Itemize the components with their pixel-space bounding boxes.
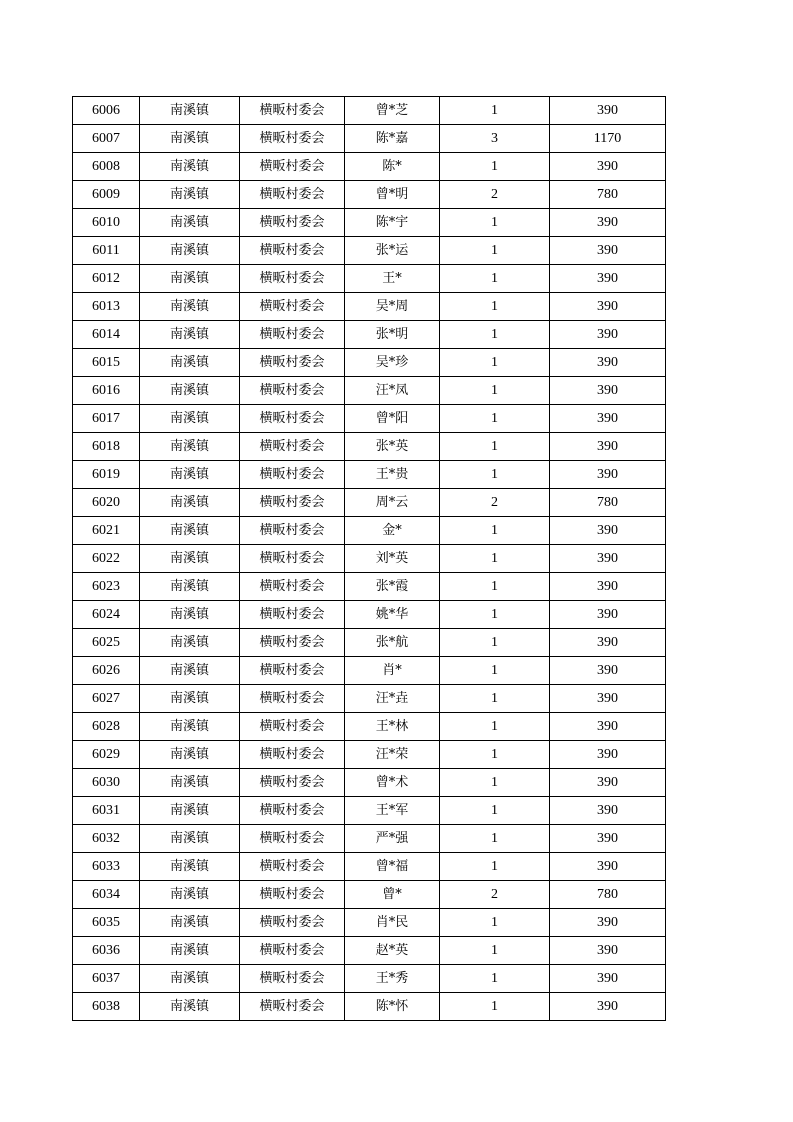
table-body (73, 97, 666, 1021)
name-cell: 赵*英 (345, 937, 440, 965)
village-committee-cell: 横畈村委会 (240, 489, 345, 517)
town-cell: 南溪镇 (140, 657, 240, 685)
name-cell: 金* (345, 517, 440, 545)
village-committee-cell: 横畈村委会 (240, 825, 345, 853)
village-committee-cell: 横畈村委会 (240, 433, 345, 461)
table-row (73, 125, 666, 153)
town-cell: 南溪镇 (140, 769, 240, 797)
village-committee-cell: 横畈村委会 (240, 125, 345, 153)
amount-cell: 390 (550, 517, 666, 545)
count-cell: 1 (440, 153, 550, 181)
name-cell: 曾*阳 (345, 405, 440, 433)
name-cell: 汪*凤 (345, 377, 440, 405)
serial-number-cell: 6021 (73, 517, 140, 545)
count-cell: 1 (440, 97, 550, 125)
count-cell: 1 (440, 209, 550, 237)
village-committee-cell: 横畈村委会 (240, 349, 345, 377)
serial-number-cell: 6036 (73, 937, 140, 965)
table-row (73, 265, 666, 293)
count-cell: 1 (440, 769, 550, 797)
table-row (73, 321, 666, 349)
name-cell: 汪*荣 (345, 741, 440, 769)
town-cell: 南溪镇 (140, 965, 240, 993)
table-row (73, 881, 666, 909)
village-committee-cell: 横畈村委会 (240, 405, 345, 433)
amount-cell: 780 (550, 181, 666, 209)
village-committee-cell: 横畈村委会 (240, 545, 345, 573)
table-row (73, 965, 666, 993)
count-cell: 1 (440, 349, 550, 377)
amount-cell: 390 (550, 769, 666, 797)
serial-number-cell: 6030 (73, 769, 140, 797)
count-cell: 1 (440, 797, 550, 825)
serial-number-cell: 6016 (73, 377, 140, 405)
village-committee-cell: 横畈村委会 (240, 97, 345, 125)
town-cell: 南溪镇 (140, 993, 240, 1021)
serial-number-cell: 6026 (73, 657, 140, 685)
serial-number-cell: 6007 (73, 125, 140, 153)
table-row (73, 937, 666, 965)
serial-number-cell: 6017 (73, 405, 140, 433)
serial-number-cell: 6027 (73, 685, 140, 713)
count-cell: 1 (440, 601, 550, 629)
town-cell: 南溪镇 (140, 97, 240, 125)
town-cell: 南溪镇 (140, 293, 240, 321)
table-row (73, 629, 666, 657)
name-cell: 吴*珍 (345, 349, 440, 377)
name-cell: 王* (345, 265, 440, 293)
amount-cell: 390 (550, 657, 666, 685)
serial-number-cell: 6018 (73, 433, 140, 461)
name-cell: 严*强 (345, 825, 440, 853)
serial-number-cell: 6012 (73, 265, 140, 293)
name-cell: 汪*垚 (345, 685, 440, 713)
village-committee-cell: 横畈村委会 (240, 629, 345, 657)
town-cell: 南溪镇 (140, 489, 240, 517)
village-committee-cell: 横畈村委会 (240, 265, 345, 293)
serial-number-cell: 6009 (73, 181, 140, 209)
count-cell: 1 (440, 517, 550, 545)
name-cell: 曾*明 (345, 181, 440, 209)
serial-number-cell: 6015 (73, 349, 140, 377)
table-row (73, 181, 666, 209)
village-committee-cell: 横畈村委会 (240, 713, 345, 741)
village-committee-cell: 横畈村委会 (240, 181, 345, 209)
count-cell: 2 (440, 181, 550, 209)
name-cell: 陈*宇 (345, 209, 440, 237)
name-cell: 周*云 (345, 489, 440, 517)
table-row (73, 573, 666, 601)
town-cell: 南溪镇 (140, 713, 240, 741)
count-cell: 1 (440, 629, 550, 657)
amount-cell: 390 (550, 741, 666, 769)
serial-number-cell: 6020 (73, 489, 140, 517)
name-cell: 肖*民 (345, 909, 440, 937)
table-row (73, 517, 666, 545)
table-row (73, 405, 666, 433)
count-cell: 1 (440, 433, 550, 461)
village-committee-cell: 横畈村委会 (240, 909, 345, 937)
name-cell: 吴*周 (345, 293, 440, 321)
table-row (73, 601, 666, 629)
serial-number-cell: 6019 (73, 461, 140, 489)
table-row (73, 545, 666, 573)
serial-number-cell: 6008 (73, 153, 140, 181)
name-cell: 王*林 (345, 713, 440, 741)
town-cell: 南溪镇 (140, 601, 240, 629)
name-cell: 张*霞 (345, 573, 440, 601)
table-row (73, 853, 666, 881)
count-cell: 2 (440, 881, 550, 909)
amount-cell: 390 (550, 937, 666, 965)
amount-cell: 390 (550, 909, 666, 937)
data-table (72, 96, 666, 1021)
count-cell: 1 (440, 405, 550, 433)
name-cell: 曾* (345, 881, 440, 909)
serial-number-cell: 6011 (73, 237, 140, 265)
amount-cell: 1170 (550, 125, 666, 153)
amount-cell: 390 (550, 461, 666, 489)
amount-cell: 390 (550, 405, 666, 433)
name-cell: 陈*怀 (345, 993, 440, 1021)
amount-cell: 390 (550, 573, 666, 601)
count-cell: 2 (440, 489, 550, 517)
amount-cell: 780 (550, 489, 666, 517)
village-committee-cell: 横畈村委会 (240, 153, 345, 181)
village-committee-cell: 横畈村委会 (240, 209, 345, 237)
serial-number-cell: 6029 (73, 741, 140, 769)
count-cell: 1 (440, 377, 550, 405)
village-committee-cell: 横畈村委会 (240, 321, 345, 349)
town-cell: 南溪镇 (140, 741, 240, 769)
amount-cell: 390 (550, 349, 666, 377)
name-cell: 刘*英 (345, 545, 440, 573)
name-cell: 肖* (345, 657, 440, 685)
town-cell: 南溪镇 (140, 237, 240, 265)
village-committee-cell: 横畈村委会 (240, 769, 345, 797)
village-committee-cell: 横畈村委会 (240, 741, 345, 769)
amount-cell: 390 (550, 545, 666, 573)
count-cell: 1 (440, 545, 550, 573)
table-row (73, 97, 666, 125)
amount-cell: 390 (550, 321, 666, 349)
town-cell: 南溪镇 (140, 265, 240, 293)
town-cell: 南溪镇 (140, 321, 240, 349)
town-cell: 南溪镇 (140, 517, 240, 545)
count-cell: 1 (440, 265, 550, 293)
serial-number-cell: 6028 (73, 713, 140, 741)
serial-number-cell: 6013 (73, 293, 140, 321)
count-cell: 1 (440, 713, 550, 741)
serial-number-cell: 6014 (73, 321, 140, 349)
table-row (73, 349, 666, 377)
count-cell: 1 (440, 825, 550, 853)
town-cell: 南溪镇 (140, 797, 240, 825)
name-cell: 曾*术 (345, 769, 440, 797)
table-row (73, 237, 666, 265)
village-committee-cell: 横畈村委会 (240, 461, 345, 489)
amount-cell: 390 (550, 433, 666, 461)
table-row (73, 685, 666, 713)
town-cell: 南溪镇 (140, 629, 240, 657)
town-cell: 南溪镇 (140, 881, 240, 909)
village-committee-cell: 横畈村委会 (240, 881, 345, 909)
table-row (73, 377, 666, 405)
amount-cell: 390 (550, 97, 666, 125)
town-cell: 南溪镇 (140, 153, 240, 181)
town-cell: 南溪镇 (140, 349, 240, 377)
name-cell: 王*秀 (345, 965, 440, 993)
village-committee-cell: 横畈村委会 (240, 937, 345, 965)
amount-cell: 390 (550, 825, 666, 853)
amount-cell: 390 (550, 797, 666, 825)
name-cell: 张*运 (345, 237, 440, 265)
town-cell: 南溪镇 (140, 573, 240, 601)
amount-cell: 390 (550, 629, 666, 657)
table-row (73, 433, 666, 461)
village-committee-cell: 横畈村委会 (240, 517, 345, 545)
serial-number-cell: 6034 (73, 881, 140, 909)
village-committee-cell: 横畈村委会 (240, 237, 345, 265)
table-row (73, 825, 666, 853)
town-cell: 南溪镇 (140, 685, 240, 713)
count-cell: 1 (440, 909, 550, 937)
table-row (73, 293, 666, 321)
table-row (73, 797, 666, 825)
serial-number-cell: 6035 (73, 909, 140, 937)
town-cell: 南溪镇 (140, 937, 240, 965)
village-committee-cell: 横畈村委会 (240, 601, 345, 629)
town-cell: 南溪镇 (140, 853, 240, 881)
name-cell: 张*航 (345, 629, 440, 657)
serial-number-cell: 6032 (73, 825, 140, 853)
town-cell: 南溪镇 (140, 461, 240, 489)
count-cell: 1 (440, 657, 550, 685)
table-row (73, 209, 666, 237)
table-row (73, 461, 666, 489)
town-cell: 南溪镇 (140, 405, 240, 433)
amount-cell: 390 (550, 965, 666, 993)
table-row (73, 153, 666, 181)
amount-cell: 390 (550, 713, 666, 741)
serial-number-cell: 6022 (73, 545, 140, 573)
count-cell: 1 (440, 685, 550, 713)
amount-cell: 390 (550, 853, 666, 881)
count-cell: 1 (440, 237, 550, 265)
count-cell: 1 (440, 741, 550, 769)
table-row (73, 657, 666, 685)
name-cell: 姚*华 (345, 601, 440, 629)
amount-cell: 390 (550, 685, 666, 713)
count-cell: 3 (440, 125, 550, 153)
count-cell: 1 (440, 965, 550, 993)
town-cell: 南溪镇 (140, 545, 240, 573)
serial-number-cell: 6031 (73, 797, 140, 825)
town-cell: 南溪镇 (140, 433, 240, 461)
name-cell: 王*军 (345, 797, 440, 825)
name-cell: 陈* (345, 153, 440, 181)
amount-cell: 390 (550, 601, 666, 629)
count-cell: 1 (440, 993, 550, 1021)
table-row (73, 769, 666, 797)
amount-cell: 390 (550, 293, 666, 321)
town-cell: 南溪镇 (140, 825, 240, 853)
table-row (73, 993, 666, 1021)
name-cell: 陈*嘉 (345, 125, 440, 153)
serial-number-cell: 6023 (73, 573, 140, 601)
serial-number-cell: 6037 (73, 965, 140, 993)
amount-cell: 390 (550, 377, 666, 405)
count-cell: 1 (440, 461, 550, 489)
town-cell: 南溪镇 (140, 909, 240, 937)
village-committee-cell: 横畈村委会 (240, 685, 345, 713)
name-cell: 曾*芝 (345, 97, 440, 125)
serial-number-cell: 6024 (73, 601, 140, 629)
table-row (73, 713, 666, 741)
amount-cell: 390 (550, 209, 666, 237)
serial-number-cell: 6006 (73, 97, 140, 125)
amount-cell: 390 (550, 265, 666, 293)
name-cell: 张*明 (345, 321, 440, 349)
amount-cell: 390 (550, 993, 666, 1021)
village-committee-cell: 横畈村委会 (240, 853, 345, 881)
village-committee-cell: 横畈村委会 (240, 377, 345, 405)
count-cell: 1 (440, 293, 550, 321)
amount-cell: 390 (550, 153, 666, 181)
table-row (73, 489, 666, 517)
village-committee-cell: 横畈村委会 (240, 965, 345, 993)
name-cell: 曾*福 (345, 853, 440, 881)
serial-number-cell: 6033 (73, 853, 140, 881)
count-cell: 1 (440, 573, 550, 601)
town-cell: 南溪镇 (140, 377, 240, 405)
serial-number-cell: 6038 (73, 993, 140, 1021)
town-cell: 南溪镇 (140, 209, 240, 237)
count-cell: 1 (440, 321, 550, 349)
amount-cell: 780 (550, 881, 666, 909)
name-cell: 张*英 (345, 433, 440, 461)
amount-cell: 390 (550, 237, 666, 265)
village-committee-cell: 横畈村委会 (240, 993, 345, 1021)
table-row (73, 741, 666, 769)
count-cell: 1 (440, 853, 550, 881)
village-committee-cell: 横畈村委会 (240, 293, 345, 321)
village-committee-cell: 横畈村委会 (240, 657, 345, 685)
table-row (73, 909, 666, 937)
village-committee-cell: 横畈村委会 (240, 797, 345, 825)
serial-number-cell: 6025 (73, 629, 140, 657)
name-cell: 王*贵 (345, 461, 440, 489)
count-cell: 1 (440, 937, 550, 965)
serial-number-cell: 6010 (73, 209, 140, 237)
village-committee-cell: 横畈村委会 (240, 573, 345, 601)
town-cell: 南溪镇 (140, 181, 240, 209)
town-cell: 南溪镇 (140, 125, 240, 153)
